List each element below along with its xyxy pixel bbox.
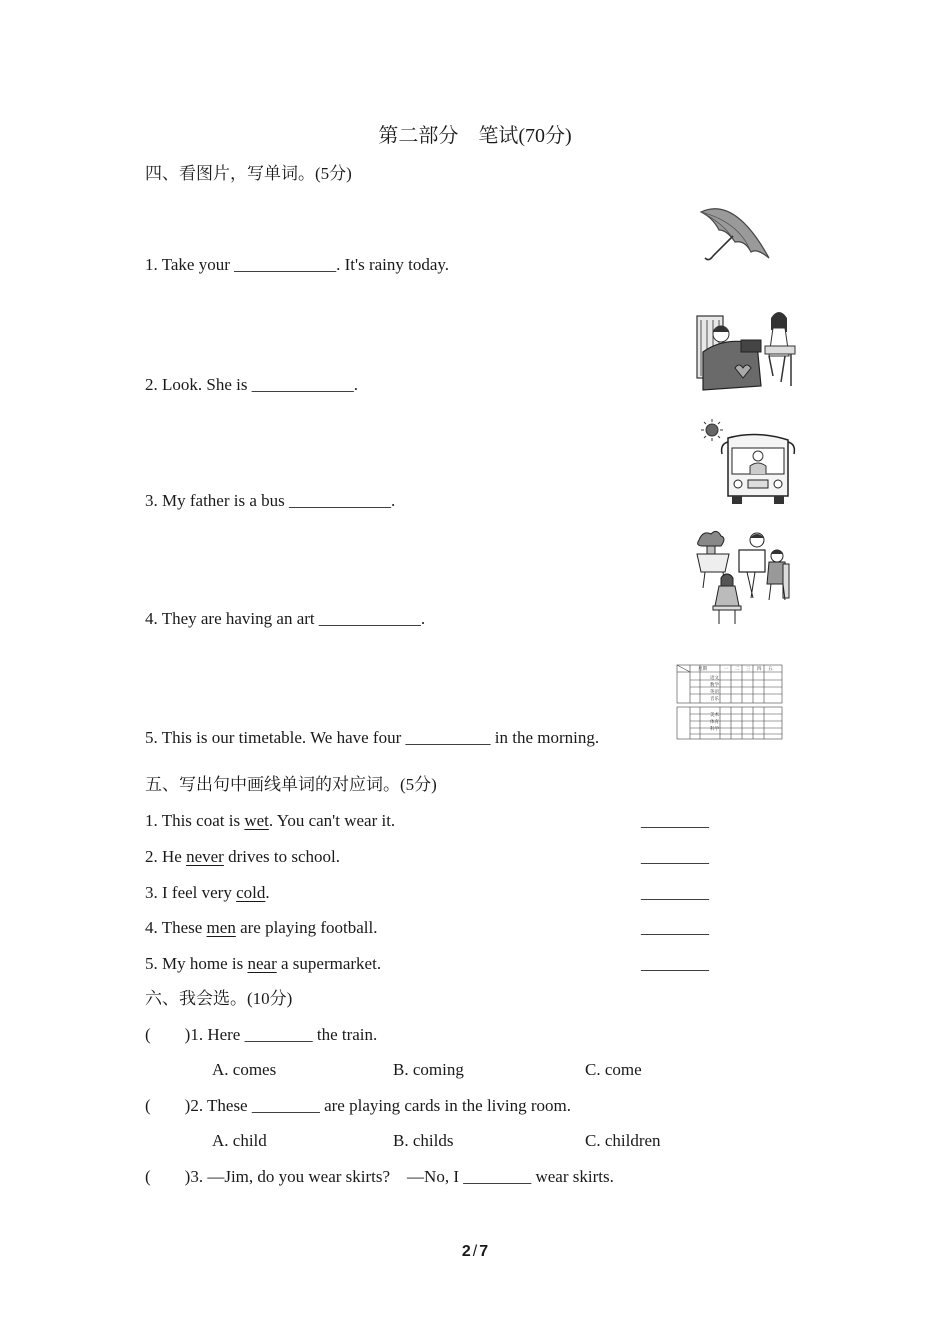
section-6-heading: 六、我会选。(10分) bbox=[145, 989, 293, 1008]
timetable-picture bbox=[676, 664, 784, 742]
option-6-2-c: C. children bbox=[585, 1131, 661, 1150]
timetable-header-2: 二 bbox=[735, 667, 740, 672]
timetable-header-3: 三 bbox=[746, 667, 751, 672]
timetable-subject-2: 英语 bbox=[710, 690, 719, 695]
question-4-1: 1. Take your ____________. It's rainy today. bbox=[145, 255, 450, 274]
answer-blank-5-3: ________ bbox=[641, 883, 709, 902]
question-4-3: 3. My father is a bus ____________. bbox=[145, 491, 396, 510]
timetable-header-5: 五 bbox=[768, 667, 773, 672]
question-5-1: 1. This coat is wet. You can't wear it. bbox=[145, 811, 396, 830]
underlined-word: wet bbox=[244, 811, 269, 830]
underlined-word: near bbox=[247, 954, 277, 973]
art-class-picture bbox=[695, 528, 795, 626]
underlined-word: men bbox=[206, 918, 236, 937]
page-number: 2 / 7 bbox=[461, 1243, 489, 1260]
timetable-subject-1: 数学 bbox=[710, 683, 719, 688]
bus-driver-picture bbox=[698, 418, 796, 506]
option-6-1-a: A. comes bbox=[212, 1060, 277, 1079]
question-5-4: 4. These men are playing football. bbox=[145, 918, 378, 937]
question-4-2: 2. Look. She is ____________. bbox=[145, 375, 358, 394]
question-6-3: ( )3. —Jim, do you wear skirts? —No, I ________ wear skirts. bbox=[145, 1167, 614, 1186]
question-5-5: 5. My home is near a supermarket. bbox=[145, 954, 382, 973]
timetable-subject-4: 美术 bbox=[710, 713, 719, 718]
question-4-5: 5. This is our timetable. We have four __________ in the morning. bbox=[145, 728, 600, 747]
answer-blank-5-4: ________ bbox=[641, 918, 709, 937]
underlined-word: never bbox=[186, 847, 224, 866]
question-6-1: ( )1. Here ________ the train. bbox=[145, 1025, 378, 1044]
question-5-2: 2. He never drives to school. bbox=[145, 847, 340, 866]
umbrella-picture bbox=[695, 200, 775, 270]
sick-girl-picture bbox=[695, 306, 800, 392]
option-6-2-a: A. child bbox=[212, 1131, 267, 1150]
option-6-1-b: B. coming bbox=[393, 1060, 464, 1079]
timetable-subject-3: 音乐 bbox=[710, 697, 719, 702]
underlined-word: cold bbox=[236, 883, 266, 902]
timetable-header-0: 星期 bbox=[698, 667, 707, 672]
question-6-2: ( )2. These ________ are playing cards in the living room. bbox=[145, 1096, 572, 1115]
question-4-4: 4. They are having an art ____________. bbox=[145, 609, 426, 628]
answer-blank-5-2: ________ bbox=[641, 847, 709, 866]
answer-blank-5-5: ________ bbox=[641, 954, 709, 973]
answer-blank-5-1: ________ bbox=[641, 811, 709, 830]
timetable-subject-0: 语文 bbox=[710, 676, 719, 681]
timetable-header-1: 一 bbox=[724, 667, 729, 672]
timetable-subject-6: 科学 bbox=[710, 727, 719, 732]
page-title: 第二部分 笔试(70分) bbox=[378, 125, 572, 147]
timetable-header-4: 四 bbox=[757, 667, 762, 672]
timetable-subject-5: 体育 bbox=[710, 720, 719, 725]
section-4-heading: 四、看图片，写单词。(5分) bbox=[145, 164, 352, 183]
section-5-heading: 五、写出句中画线单词的对应词。(5分) bbox=[145, 775, 437, 794]
option-6-1-c: C. come bbox=[585, 1060, 642, 1079]
option-6-2-b: B. childs bbox=[393, 1131, 454, 1150]
question-5-3: 3. I feel very cold. bbox=[145, 883, 270, 902]
